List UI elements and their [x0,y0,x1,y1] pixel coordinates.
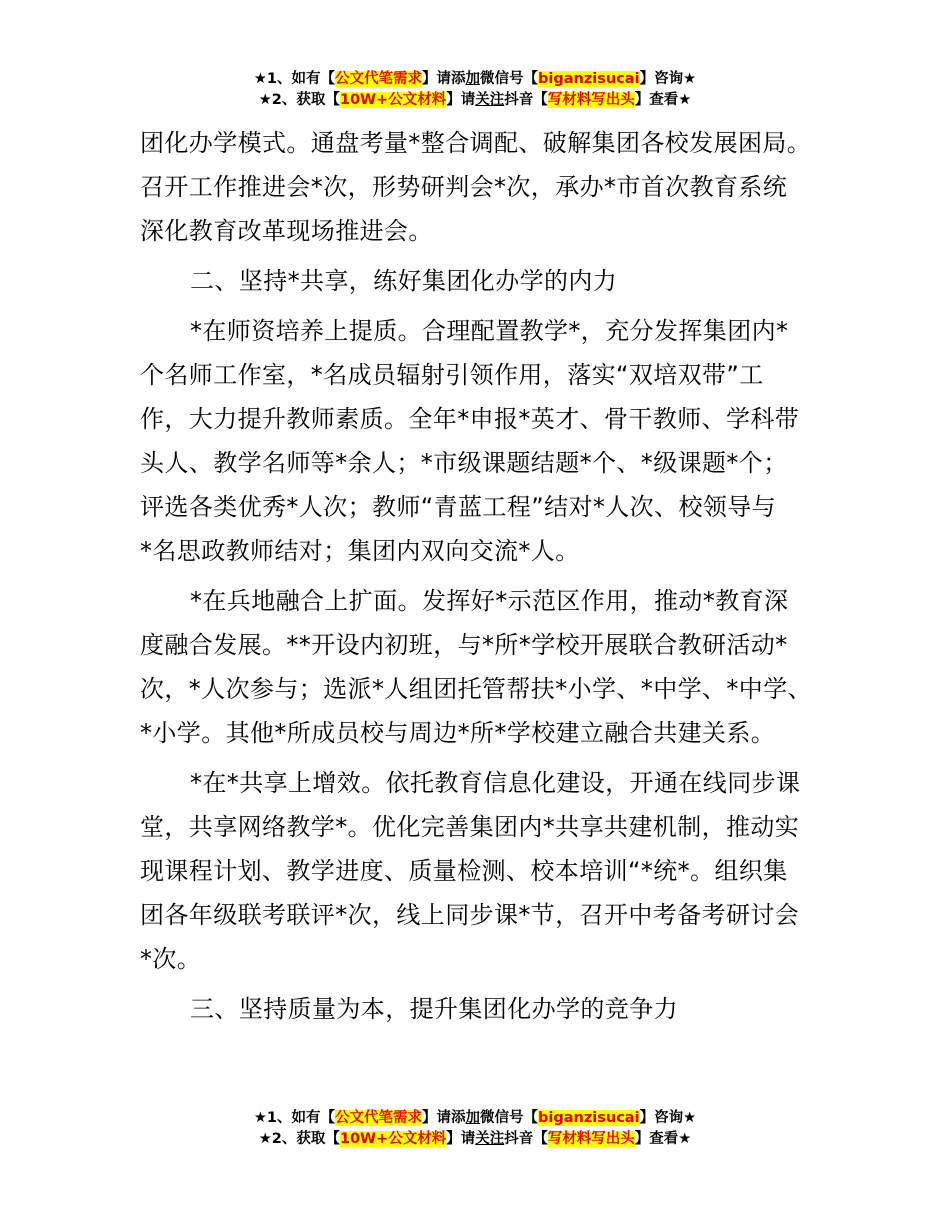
banner-line-1 [0,69,950,90]
text-line: 评选各类优秀*人次；教师“青蓝工程”结对*人次、校领导与 [140,493,777,521]
banner-underlined-text: 加 [465,71,481,87]
banner-underlined-text: 加 [465,1110,481,1126]
banner-text: 】请添 [422,1110,466,1126]
banner-highlight: 写材料写出头 [547,1131,635,1147]
banner-text: 】查看★ [634,1131,692,1147]
banner-text: 抖音【 [504,92,548,108]
banner-text: 】咨询★ [639,71,697,87]
banner-highlight: 10W+公文材料 [339,1131,447,1147]
banner-wechat-id: biganzisucai [538,1110,640,1126]
banner-text: 】请 [446,92,476,108]
text-line: *小学。其他*所成员校与周边*所*学校建立融合共建关系。 [140,719,776,747]
bottom-banner [0,1108,950,1150]
paragraph-2 [140,309,830,573]
heading-text: 三、坚持质量为本，提升集团化办学的竞争力 [190,995,678,1023]
banner-underlined-text: 关注 [475,1131,505,1147]
text-line: 现课程计划、教学进度、质量检测、校本培训“*统*。组织集 [140,857,788,885]
text-line: *次。 [140,945,202,973]
banner-line-1 [0,1108,950,1129]
paragraph-1 [140,121,830,253]
paragraph-4 [140,761,830,981]
banner-text: 】请添 [422,71,466,87]
paragraph-3 [140,579,830,755]
banner-line-2 [0,1129,950,1150]
top-banner [0,69,950,111]
text-line: 团化办学模式。通盘考量*整合调配、破解集团各校发展困局。 [140,129,812,157]
banner-text: 】咨询★ [639,1110,697,1126]
text-line: 头人、教学名师等*余人；*市级课题结题*个、*级课题*个； [140,449,788,477]
banner-highlight: 写材料写出头 [547,92,635,108]
banner-wechat-id: biganzisucai [538,71,640,87]
banner-text: ★1、如有【 [253,71,336,87]
text-line: 个名师工作室，*名成员辐射引领作用，落实“双培双带”工 [140,361,764,389]
banner-line-2 [0,90,950,111]
text-line: 召开工作推进会*次，形势研判会*次，承办*市首次教育系统 [140,173,788,201]
banner-text: 微信号【 [480,1110,539,1126]
banner-text: 微信号【 [480,71,539,87]
text-line: 深化教育改革现场推进会。 [140,217,433,245]
text-line: *名思政教师结对；集团内双向交流*人。 [140,537,580,565]
banner-text: ★2、获取【 [258,1131,340,1147]
banner-highlight: 公文代笔需求 [335,71,423,87]
text-line: *在*共享上增效。依托教育信息化建设，开通在线同步课 [190,769,801,797]
text-line: 团各年级联考联评*次，线上同步课*节，召开中考备考研讨会 [140,901,800,929]
banner-highlight: 公文代笔需求 [335,1110,423,1126]
text-line: 度融合发展。**开设内初班，与*所*学校开展联合教研活动* [140,631,788,659]
text-line: 作，大力提升教师素质。全年*申报*英才、骨干教师、学科带 [140,405,800,433]
text-line: *在兵地融合上扩面。发挥好*示范区作用，推动*教育深 [190,587,789,615]
text-line: 堂，共享网络教学*。优化完善集团内*共享共建机制，推动实 [140,813,800,841]
text-line: *在师资培养上提质。合理配置教学*，充分发挥集团内* [190,317,789,345]
banner-underlined-text: 关注 [475,92,505,108]
banner-text: ★1、如有【 [253,1110,336,1126]
text-line: 次，*人次参与；选派*人组团托管帮扶*小学、*中学、*中学、 [140,675,812,703]
section-heading-3 [140,987,830,1031]
banner-text: ★2、获取【 [258,92,340,108]
banner-highlight: 10W+公文材料 [339,92,447,108]
banner-text: 】请 [446,1131,476,1147]
banner-text: 抖音【 [504,1131,548,1147]
heading-text: 二、坚持*共享，练好集团化办学的内力 [190,267,618,295]
banner-text: 】查看★ [634,92,692,108]
document-body [140,121,830,1031]
section-heading-2 [140,259,830,303]
